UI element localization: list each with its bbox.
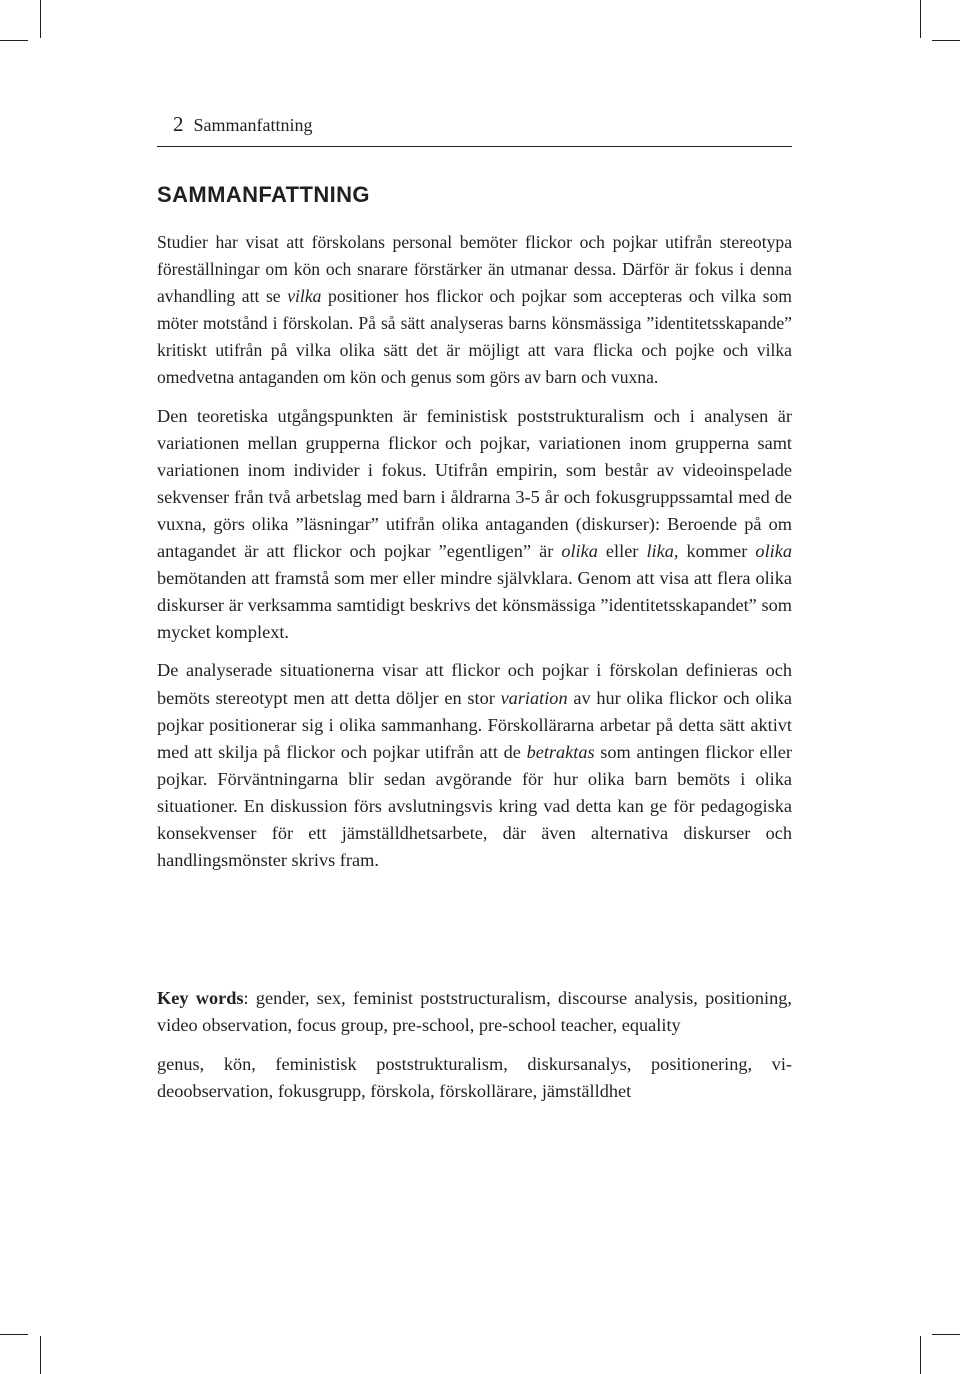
keywords-swedish: genus, kön, feministisk poststrukturalism, diskursanalys, positionering, videoobservation, fokusgrupp, förskola, förskollärare, jämställdhet	[157, 1054, 792, 1101]
abstract-body	[157, 229, 792, 885]
page-number: 2	[173, 112, 184, 136]
crop-mark-top-left	[40, 0, 41, 38]
body-paragraph	[157, 229, 792, 392]
page-title: SAMMANFATTNING	[157, 182, 370, 207]
paragraph-text: av hur olika flickor och olika pojkar positionerar sig i olika sammanhang. Förskollärarna arbetar på detta sätt aktivt med att skilja på flickor och pojkar utifrån att de	[157, 687, 792, 762]
crop-mark-top-right	[920, 0, 921, 38]
header-rule	[157, 146, 792, 147]
crop-mark-top-left-horizontal	[0, 40, 28, 41]
emphasized-text: variation	[500, 687, 568, 708]
keywords-section	[157, 985, 792, 1117]
paragraph-text: kommer	[678, 541, 756, 562]
emphasized-text: olika	[561, 541, 598, 562]
crop-mark-bottom-left	[40, 1336, 41, 1374]
keywords-label: Key words	[157, 988, 244, 1008]
emphasized-text: olika	[755, 541, 792, 562]
emphasized-text: betraktas	[526, 741, 595, 762]
crop-mark-bottom-right-horizontal	[932, 1334, 960, 1335]
keywords-english	[157, 985, 792, 1039]
running-head	[173, 112, 312, 137]
paragraph-text: De analyserade situationerna visar att flickor och pojkar i förskolan definieras och bemöts stereotypt men att detta döljer en stor	[157, 660, 792, 708]
crop-mark-bottom-right	[920, 1336, 921, 1374]
crop-mark-top-right-horizontal	[932, 40, 960, 41]
paragraph-text: positioner hos flickor och pojkar som accepteras och vilka som möter motstånd i förskolan. På så sätt analyseras barns könsmässiga ”identitetsskapande” kritiskt utifrån på vilka olika sätt det är möjligt att vara flicka och pojke och vilka omedvetna antaganden om kön och genus som görs av barn och vuxna.	[157, 286, 792, 388]
paragraph-text: bemötanden att framstå som mer eller mindre självklara. Genom att visa att flera olika diskurser är verksamma samtidigt beskrivs det könsmässiga ”identitetsskapandet” som mycket komplext.	[157, 568, 792, 643]
crop-mark-bottom-left-horizontal	[0, 1334, 28, 1335]
paragraph-text: som antingen flickor eller pojkar. Förväntningarna blir sedan avgörande för hur olika barn bemöts i olika situationer. En diskussion förs avslutningsvis kring vad detta kan ge för pedagogiska konsekvenser för ett jämställdhetsarbete, där även alternativa diskurser och handlingsmönster skrivs fram.	[157, 741, 792, 871]
body-paragraph	[157, 403, 792, 647]
paragraph-text: eller	[597, 541, 647, 562]
paragraph-text: Studier har visat att förskolans personal bemöter flickor och pojkar utifrån stereotypa föreställningar om kön och snarare förstärker än utmanar dessa. Därför är fokus i denna avhandling att se	[157, 232, 792, 307]
emphasized-text: lika,	[646, 541, 679, 562]
body-paragraph	[157, 657, 792, 874]
emphasized-text: vilka	[287, 286, 322, 307]
running-head-section: Sammanfattning	[193, 115, 313, 135]
paragraph-text: Den teoretiska utgångspunkten är feministisk poststrukturalism och i analysen är variationen mellan grupperna flickor och pojkar, variationen inom grupperna samt variationen inom individer i fokus. Utifrån empirin, som består av videoinspelade sekvenser från två arbetslag med barn i åldrarna 3-5 år och fokusgruppssamtal med de vuxna, görs olika ”läsningar” utifrån olika antaganden (diskurser): Beroende på om antagandet är att flickor och pojkar ”egentligen” är	[157, 405, 792, 562]
keywords-english-list: : gender, sex, feminist poststructuralism, discourse analysis, positioning, video observation, focus group, pre-school, pre-school teacher, equality	[157, 988, 792, 1035]
